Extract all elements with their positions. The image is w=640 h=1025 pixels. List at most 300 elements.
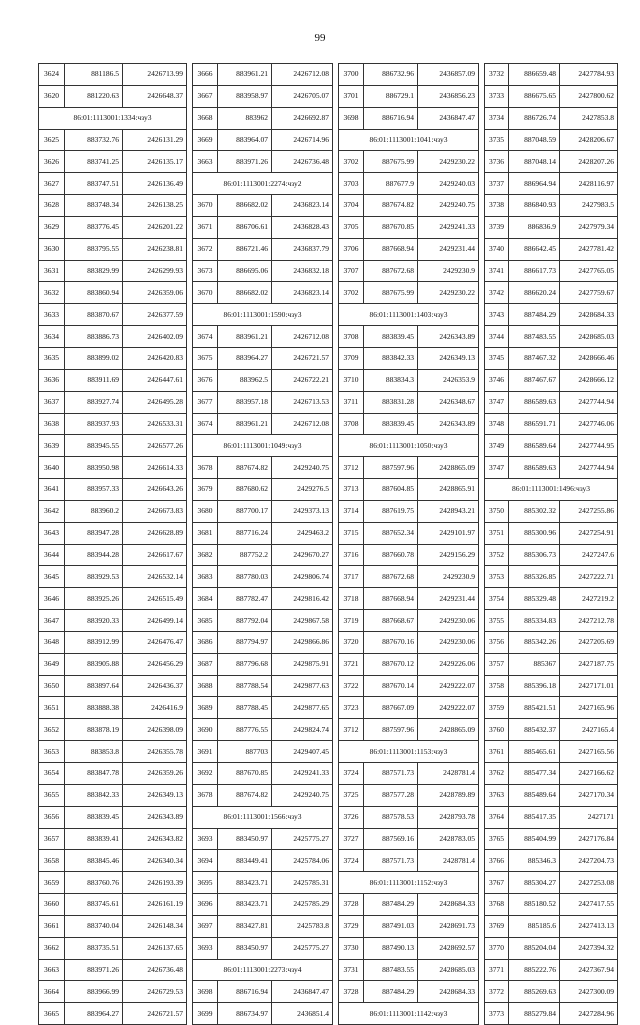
coord-y: 2427781.42 [560,238,618,260]
section-header-row [339,872,479,894]
coord-x: 885477.34 [509,763,560,785]
coord-y: 2427744.94 [560,391,618,413]
section-header-row [193,435,333,457]
coord-x: 887571.73 [364,763,418,785]
coord-y: 2429230.22 [418,151,479,173]
coordinate-row [485,544,618,566]
coordinate-table [484,63,618,1025]
coordinate-row [485,566,618,588]
coordinate-row [39,522,187,544]
coord-x: 887670.85 [364,216,418,238]
coord-x: 883962 [218,107,272,129]
coord-x: 883842.33 [364,347,418,369]
coord-x: 887048.14 [509,151,560,173]
coordinate-row [485,391,618,413]
coord-y: 2426456.29 [123,653,187,675]
coordinate-tables [38,63,618,1025]
coord-y: 2426343.89 [123,806,187,828]
coordinate-row [193,195,333,217]
coord-x: 883839.45 [65,806,123,828]
point-number: 3713 [339,479,364,501]
point-number: 3726 [339,806,364,828]
coord-y: 2426712.08 [272,64,333,86]
coordinate-row [485,872,618,894]
coord-y: 2426532.14 [123,566,187,588]
coord-x: 887048.59 [509,129,560,151]
coordinate-row [339,413,479,435]
coord-y: 2428789.89 [418,784,479,806]
coord-x: 883842.33 [65,784,123,806]
point-number: 3631 [39,260,65,282]
coord-x: 887672.68 [364,566,418,588]
coordinate-row [193,741,333,763]
coord-x: 887484.29 [364,981,418,1003]
coordinate-row [485,850,618,872]
point-number: 3664 [39,981,65,1003]
coord-y: 2425783.8 [272,915,333,937]
coord-x: 887680.62 [218,479,272,501]
coord-x: 885367 [509,653,560,675]
coordinate-row [339,544,479,566]
point-number: 3658 [39,850,65,872]
coord-x: 885396.18 [509,675,560,697]
point-number: 3679 [193,479,218,501]
coord-y: 2436847.47 [418,107,479,129]
point-number: 3716 [339,544,364,566]
coord-x: 883950.98 [65,457,123,479]
cadastral-number: 86:01:1113001:1050:чзу3 [339,435,479,457]
coordinate-row [39,588,187,610]
coord-y: 2426721.57 [123,1003,187,1025]
coord-x: 883958.97 [218,85,272,107]
coord-y: 2427413.13 [560,915,618,937]
point-number: 3673 [193,260,218,282]
coord-x: 886726.74 [509,107,560,129]
coord-x: 883944.28 [65,544,123,566]
coord-x: 887674.82 [218,457,272,479]
point-number: 3763 [485,784,509,806]
coord-x: 883760.76 [65,872,123,894]
coord-y: 2427746.06 [560,413,618,435]
point-number: 3757 [485,653,509,675]
point-number: 3706 [339,238,364,260]
cadastral-number: 86:01:1113001:1403:чзу3 [339,304,479,326]
point-number: 3711 [339,391,364,413]
point-number: 3687 [193,653,218,675]
coordinate-row [39,435,187,457]
coord-y: 2426348.67 [418,391,479,413]
point-number: 3712 [339,457,364,479]
coord-x: 885346.3 [509,850,560,872]
point-number: 3771 [485,959,509,981]
coordinate-row [485,282,618,304]
coordinate-row [485,457,618,479]
coordinate-row [39,173,187,195]
coord-y: 2429101.97 [418,522,479,544]
coord-x: 883735.51 [65,937,123,959]
coord-y: 2427417.55 [560,894,618,916]
point-number: 3640 [39,457,65,479]
coord-x: 887792.04 [218,610,272,632]
coord-x: 887660.78 [364,544,418,566]
coord-y: 2427394.32 [560,937,618,959]
coord-y: 2426648.37 [123,85,187,107]
coordinate-row [39,741,187,763]
point-number: 3708 [339,413,364,435]
coord-x: 883957.33 [65,479,123,501]
coordinate-row [339,238,479,260]
coordinate-row [339,282,479,304]
coordinate-row [193,347,333,369]
coord-y: 2426131.29 [123,129,187,151]
coord-y: 2428684.33 [560,304,618,326]
coord-y: 2426416.9 [123,697,187,719]
cadastral-number: 86:01:1113001:1152:чзу3 [339,872,479,894]
cadastral-number: 86:01:1113001:1153:чзу3 [339,741,479,763]
point-number: 3720 [339,631,364,653]
point-number: 3663 [193,151,218,173]
point-number: 3765 [485,828,509,850]
point-number: 3746 [485,369,509,391]
coordinate-row [193,522,333,544]
coordinate-row [339,85,479,107]
point-number: 3688 [193,675,218,697]
coord-y: 2429241.33 [418,216,479,238]
point-number: 3702 [339,282,364,304]
coord-y: 2436856.23 [418,85,479,107]
point-number: 3677 [193,391,218,413]
point-number: 3762 [485,763,509,785]
point-number: 3725 [339,784,364,806]
cadastral-number: 86:01:1113001:2273:чзу4 [193,959,333,981]
coord-x: 887716.24 [218,522,272,544]
coord-y: 2425784.06 [272,850,333,872]
coordinate-row [193,500,333,522]
coord-y: 2427205.69 [560,631,618,653]
coord-y: 2427212.78 [560,610,618,632]
coordinate-row [39,828,187,850]
coord-x: 885326.85 [509,566,560,588]
coord-y: 2429373.13 [272,500,333,522]
point-number: 3756 [485,631,509,653]
point-number: 3701 [339,85,364,107]
coord-y: 2429276.5 [272,479,333,501]
coord-x: 883740.04 [65,915,123,937]
point-number: 3662 [39,937,65,959]
coordinate-row [193,107,333,129]
point-number: 3724 [339,850,364,872]
coord-x: 883860.94 [65,282,123,304]
coord-x: 885342.26 [509,631,560,653]
point-number: 3657 [39,828,65,850]
coordinate-row [39,216,187,238]
coordinate-row [193,64,333,86]
coord-x: 887776.55 [218,719,272,741]
coordinate-row [193,872,333,894]
coord-x: 887794.97 [218,631,272,653]
point-number: 3629 [39,216,65,238]
coordinate-row [485,216,618,238]
point-number: 3635 [39,347,65,369]
coordinate-row [39,304,187,326]
coordinate-row [39,915,187,937]
coordinate-row [39,457,187,479]
coord-y: 2429866.86 [272,631,333,653]
coord-y: 2426692.87 [272,107,333,129]
coordinate-row [193,784,333,806]
point-number: 3741 [485,260,509,282]
coordinate-row [485,413,618,435]
coord-y: 2426736.48 [123,959,187,981]
coord-x: 883927.74 [65,391,123,413]
point-number: 3648 [39,631,65,653]
point-number: 3735 [485,129,509,151]
coord-y: 2428781.4 [418,850,479,872]
point-number: 3654 [39,763,65,785]
coordinate-row [39,238,187,260]
coord-x: 883776.45 [65,216,123,238]
coord-y: 2427254.91 [560,522,618,544]
coord-y: 2425775.27 [272,937,333,959]
coord-y: 2428865.09 [418,457,479,479]
section-header-row [339,741,479,763]
coordinate-row [485,151,618,173]
point-number: 3718 [339,588,364,610]
coord-y: 2429241.33 [272,763,333,785]
point-number: 3700 [339,64,364,86]
point-number: 3651 [39,697,65,719]
coord-x: 883853.8 [65,741,123,763]
coordinate-row [193,763,333,785]
coordinate-row [193,697,333,719]
point-number: 3729 [339,915,364,937]
coord-x: 886716.94 [218,981,272,1003]
coordinate-row [339,697,479,719]
coord-x: 883899.02 [65,347,123,369]
point-number: 3698 [339,107,364,129]
point-number: 3686 [193,631,218,653]
point-number: 3682 [193,544,218,566]
point-number: 3641 [39,479,65,501]
coordinate-row [485,129,618,151]
coord-x: 883831.28 [364,391,418,413]
point-number: 3630 [39,238,65,260]
point-number: 3674 [193,326,218,348]
point-number: 3764 [485,806,509,828]
coordinate-row [39,544,187,566]
coordinate-row [39,369,187,391]
coord-y: 2427983.5 [560,195,618,217]
point-number: 3670 [193,195,218,217]
coord-x: 887796.68 [218,653,272,675]
coordinate-row [339,522,479,544]
point-number: 3684 [193,588,218,610]
point-number: 3734 [485,107,509,129]
point-number: 3742 [485,282,509,304]
coord-x: 887578.53 [364,806,418,828]
coordinate-row [339,850,479,872]
coordinate-row [339,675,479,697]
coord-y: 2429463.2 [272,522,333,544]
coord-x: 887652.34 [364,522,418,544]
coord-y: 2426722.21 [272,369,333,391]
coord-y: 2429806.74 [272,566,333,588]
coord-x: 887597.96 [364,457,418,479]
coord-y: 2426673.83 [123,500,187,522]
coord-x: 887670.85 [218,763,272,785]
point-number: 3678 [193,457,218,479]
coordinate-row [39,413,187,435]
point-number: 3647 [39,610,65,632]
coord-y: 2426628.89 [123,522,187,544]
coordinate-row [485,959,618,981]
point-number: 3691 [193,741,218,763]
coord-x: 886836.9 [509,216,560,238]
cadastral-number: 86:01:1113001:1142:чзу3 [339,1003,479,1025]
coordinate-row [193,544,333,566]
point-number: 3681 [193,522,218,544]
coord-x: 883839.41 [65,828,123,850]
coordinate-row [485,500,618,522]
coordinate-row [485,347,618,369]
coord-x: 887670.14 [364,675,418,697]
coord-x: 883449.41 [218,850,272,872]
coord-x: 887668.67 [364,610,418,632]
point-number: 3730 [339,937,364,959]
coord-x: 886729.1 [364,85,418,107]
coord-y: 2426721.57 [272,347,333,369]
coord-x: 886591.71 [509,413,560,435]
coordinate-row [339,391,479,413]
coord-y: 2429816.42 [272,588,333,610]
point-number: 3710 [339,369,364,391]
coord-y: 2427204.73 [560,850,618,872]
point-number: 3719 [339,610,364,632]
point-number: 3717 [339,566,364,588]
point-number: 3769 [485,915,509,937]
coord-x: 883905.88 [65,653,123,675]
coord-y: 2426138.25 [123,195,187,217]
coord-y: 2426729.53 [123,981,187,1003]
coord-y: 2427800.62 [560,85,618,107]
coord-x: 886589.63 [509,391,560,413]
coordinate-row [193,216,333,238]
cadastral-number: 86:01:1113001:1049:чзу3 [193,435,333,457]
coord-y: 2427765.05 [560,260,618,282]
coord-x: 886682.02 [218,282,272,304]
coord-y: 2426714.96 [272,129,333,151]
coord-x: 885465.61 [509,741,560,763]
coord-y: 2428793.78 [418,806,479,828]
section-header-row [39,107,187,129]
coord-y: 2427176.84 [560,828,618,850]
coord-x: 886617.73 [509,260,560,282]
coord-y: 2429231.44 [418,238,479,260]
point-number: 3721 [339,653,364,675]
coord-y: 2436837.79 [272,238,333,260]
coord-x: 887782.47 [218,588,272,610]
coord-x: 885404.99 [509,828,560,850]
point-number: 3624 [39,64,65,86]
coordinate-row [485,173,618,195]
coord-x: 886721.46 [218,238,272,260]
coord-y: 2426712.08 [272,326,333,348]
point-number: 3705 [339,216,364,238]
point-number: 3745 [485,347,509,369]
coordinate-row [193,566,333,588]
coord-y: 2426533.31 [123,413,187,435]
section-header-row [193,959,333,981]
coord-y: 2427300.09 [560,981,618,1003]
coord-y: 2428865.09 [418,719,479,741]
coord-x: 887668.94 [364,588,418,610]
coord-y: 2428685.03 [560,326,618,348]
coord-y: 2436823.14 [272,282,333,304]
coordinate-row [485,675,618,697]
point-number: 3655 [39,784,65,806]
coord-y: 2426343.89 [418,326,479,348]
coordinate-row [485,894,618,916]
coord-y: 2426617.67 [123,544,187,566]
coord-y: 2428684.33 [418,894,479,916]
point-number: 3626 [39,151,65,173]
coord-y: 2426736.48 [272,151,333,173]
section-header-row [485,479,618,501]
coord-y: 2429824.74 [272,719,333,741]
coord-x: 887667.09 [364,697,418,719]
coordinate-row [339,915,479,937]
point-number: 3692 [193,763,218,785]
coord-y: 2429226.06 [418,653,479,675]
point-number: 3633 [39,304,65,326]
coord-x: 881220.63 [65,85,123,107]
coord-x: 885204.04 [509,937,560,959]
coord-y: 2426420.83 [123,347,187,369]
coord-x: 885300.96 [509,522,560,544]
coordinate-row [39,1003,187,1025]
coordinate-row [39,959,187,981]
coordinate-row [193,1003,333,1025]
point-number: 3702 [339,151,364,173]
coord-x: 883897.64 [65,675,123,697]
coord-x: 887571.73 [364,850,418,872]
point-number: 3643 [39,522,65,544]
coordinate-row [485,1003,618,1025]
point-number: 3727 [339,828,364,850]
coord-x: 883834.3 [364,369,418,391]
coordinate-row [39,326,187,348]
point-number: 3750 [485,500,509,522]
coord-x: 887467.32 [509,347,560,369]
coord-x: 886620.24 [509,282,560,304]
coord-x: 886695.06 [218,260,272,282]
point-number: 3754 [485,588,509,610]
coordinate-row [39,260,187,282]
coordinate-row [485,195,618,217]
coord-y: 2426137.65 [123,937,187,959]
coord-x: 885489.64 [509,784,560,806]
coord-y: 2436828.43 [272,216,333,238]
coordinate-row [339,894,479,916]
cadastral-number: 86:01:1113001:2274:чзу2 [193,173,333,195]
point-number: 3646 [39,588,65,610]
coord-x: 887788.54 [218,675,272,697]
coord-y: 2426377.59 [123,304,187,326]
coord-y: 2426136.49 [123,173,187,195]
coordinate-row [39,784,187,806]
point-number: 3747 [485,391,509,413]
coord-x: 887597.96 [364,719,418,741]
